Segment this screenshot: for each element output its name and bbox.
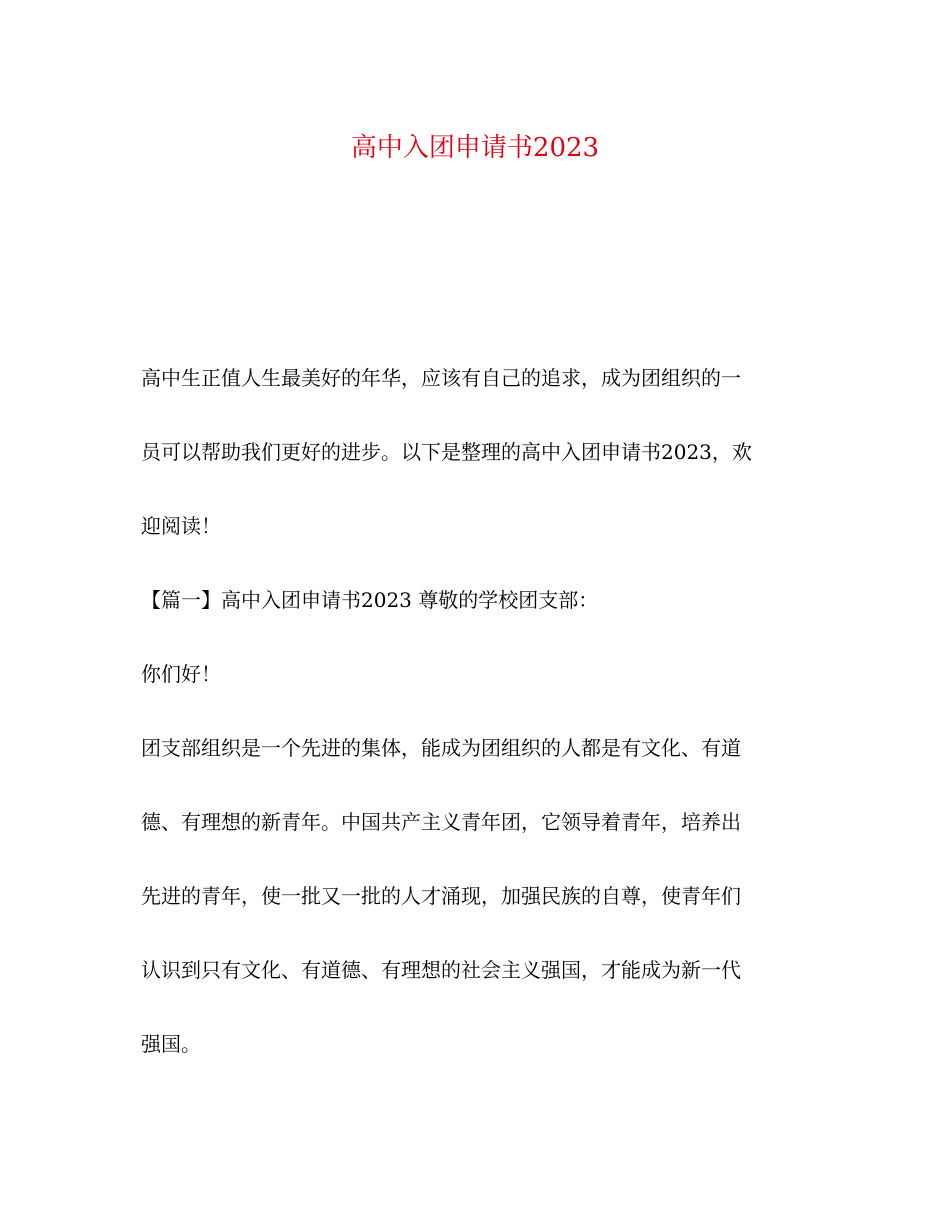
section-heading-line: 【篇一】高中入团申请书2023 尊敬的学校团支部：	[141, 588, 599, 612]
document-title: 高中入团申请书2023	[350, 133, 600, 163]
body-line: 认识到只有文化、有道德、有理想的社会主义强国，才能成为新一代	[141, 958, 741, 982]
document-body	[141, 362, 801, 1102]
body-line: 高中生正值人生最美好的年华，应该有自己的追求，成为团组织的一	[141, 366, 741, 390]
body-line: 迎阅读！	[141, 514, 221, 538]
body-line: 先进的青年，使一批又一批的人才涌现，加强民族的自尊，使青年们	[141, 884, 741, 908]
body-line: 团支部组织是一个先进的集体，能成为团组织的人都是有文化、有道	[141, 736, 741, 760]
body-line: 强国。	[141, 1032, 201, 1056]
body-line: 德、有理想的新青年。中国共产主义青年团，它领导着青年，培养出	[141, 810, 741, 834]
greeting-line: 你们好！	[141, 662, 221, 686]
body-line: 员可以帮助我们更好的进步。以下是整理的高中入团申请书2023，欢	[141, 440, 752, 464]
